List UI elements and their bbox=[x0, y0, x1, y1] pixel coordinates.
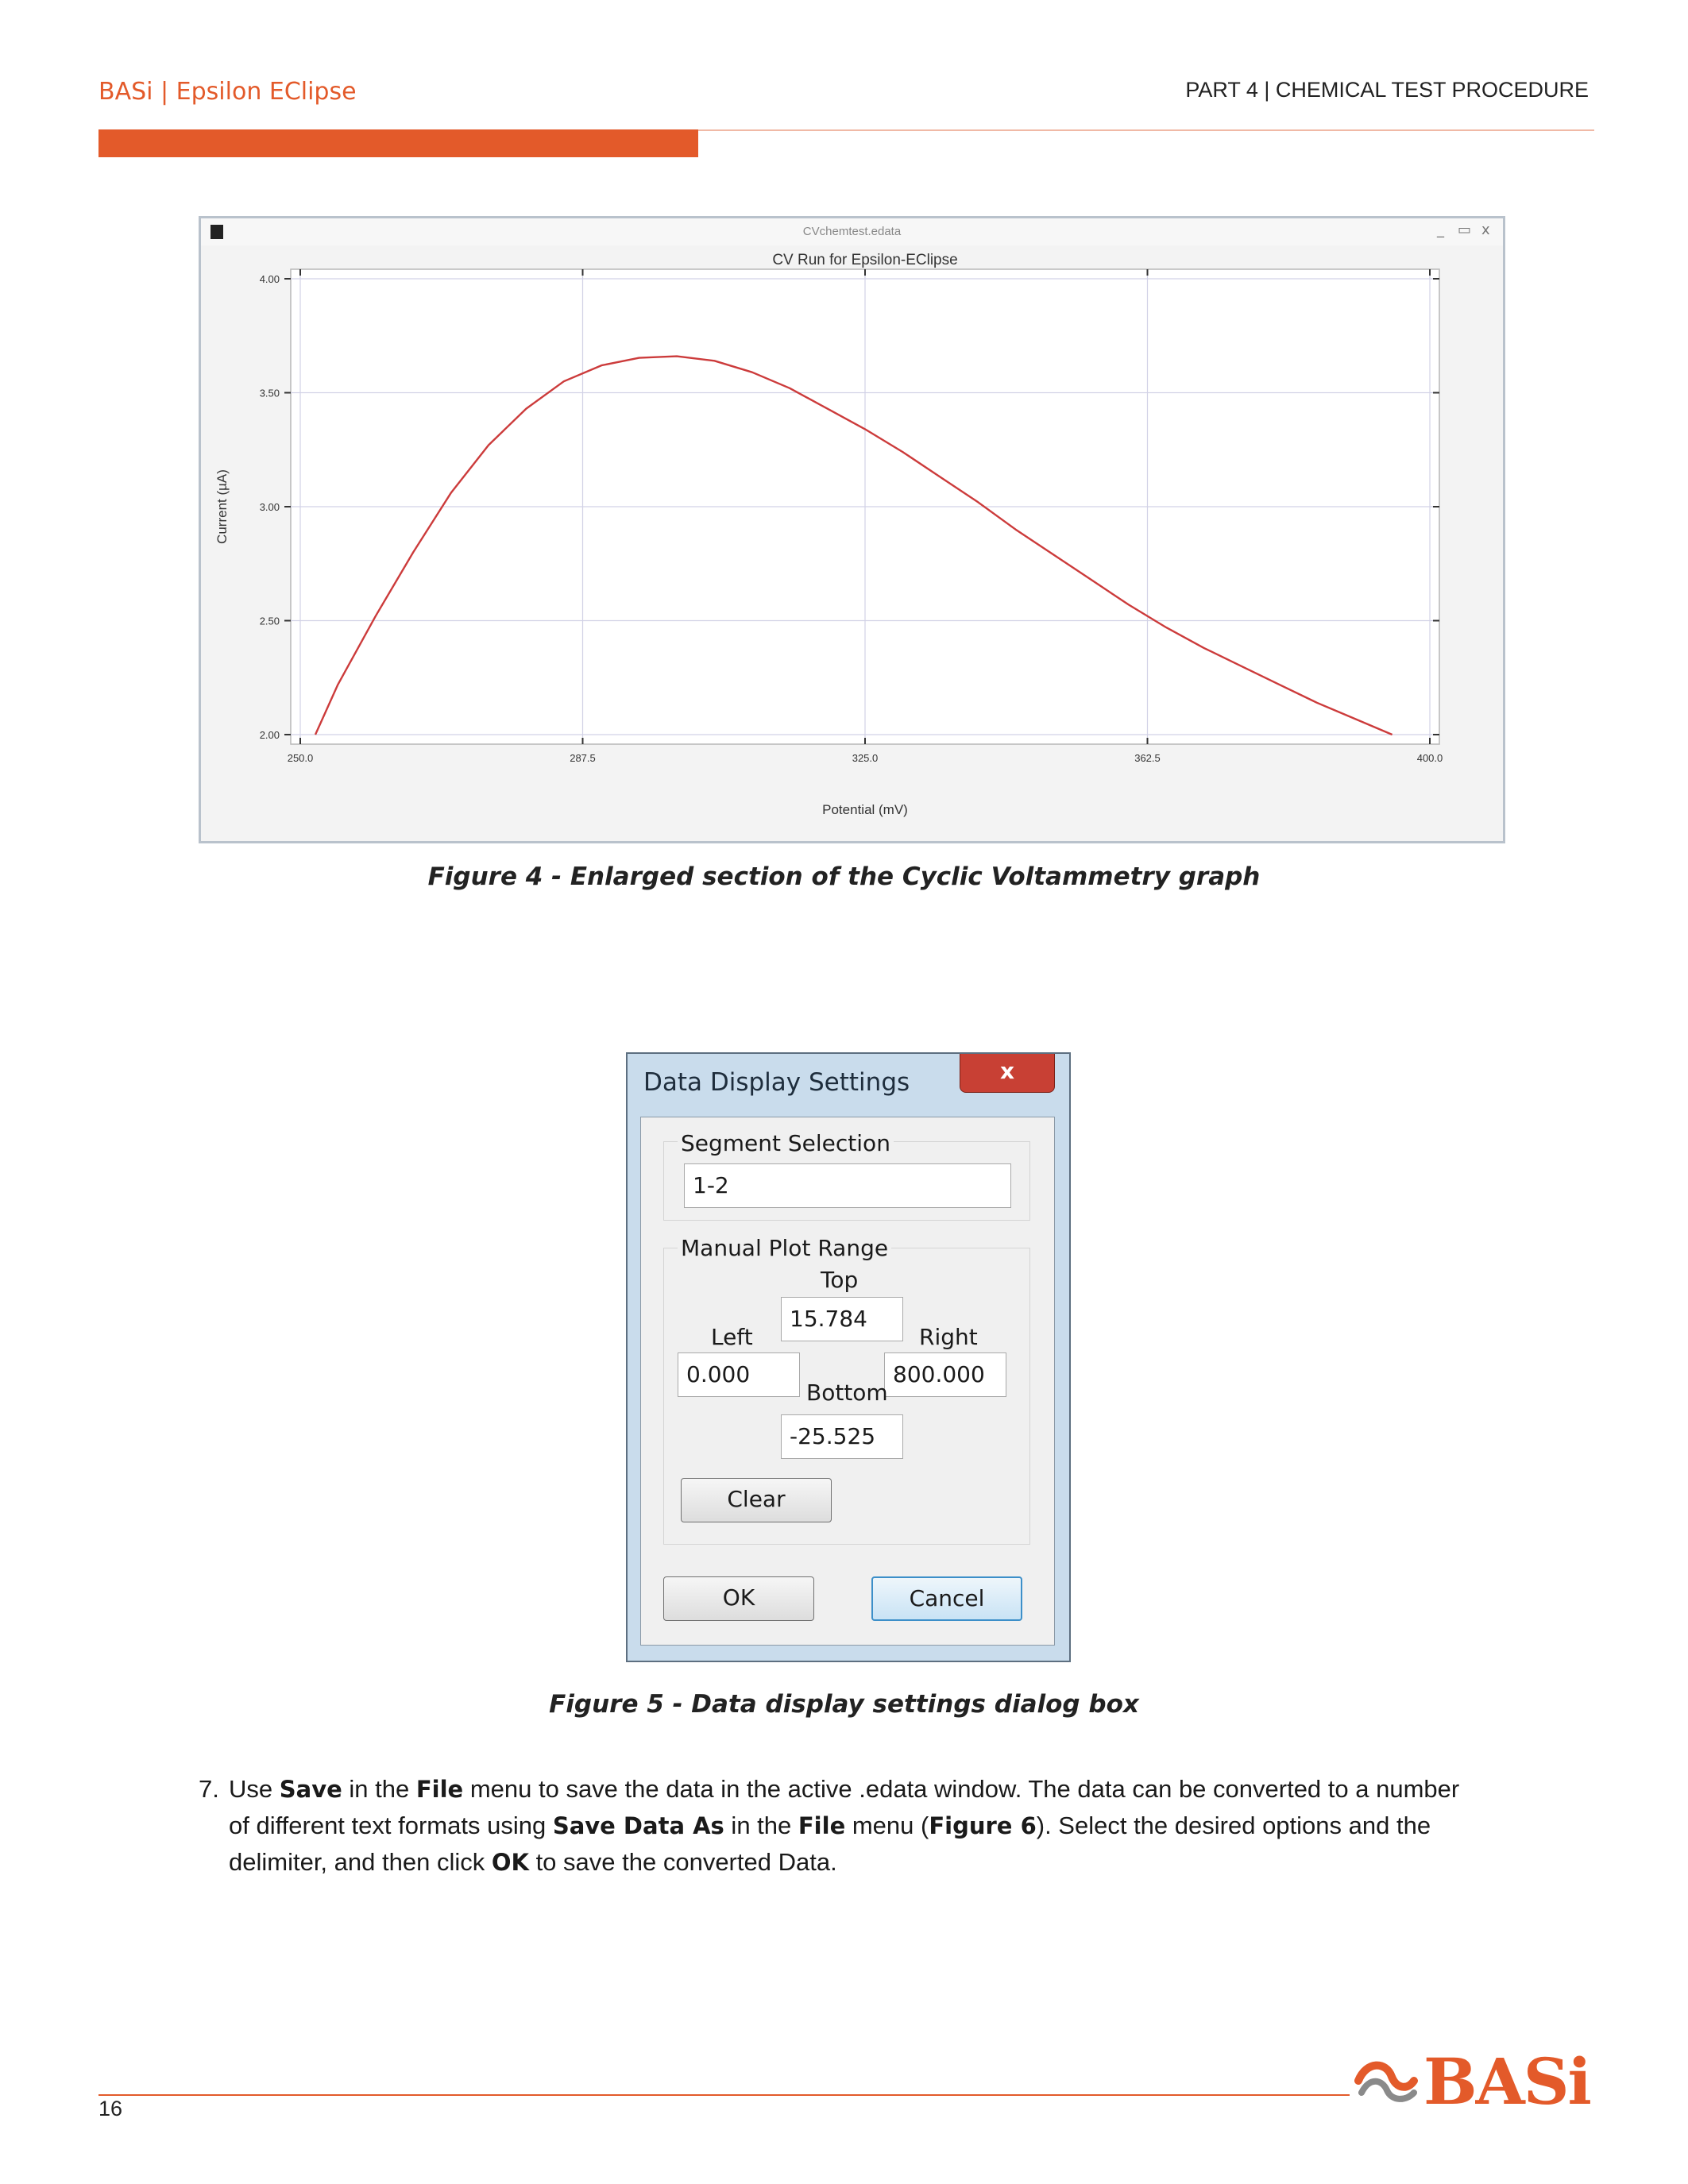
right-label: Right bbox=[919, 1324, 978, 1350]
ok-term: OK bbox=[491, 1849, 529, 1876]
y-tick-label: 3.50 bbox=[259, 387, 280, 399]
save-term: Save bbox=[279, 1776, 342, 1803]
cv-plot bbox=[201, 245, 1503, 841]
basi-logo-icon bbox=[1350, 2049, 1422, 2113]
y-tick-label: 4.00 bbox=[259, 273, 280, 285]
step-7-paragraph bbox=[199, 1771, 1501, 1881]
step-number: 7. bbox=[199, 1775, 219, 1803]
x-axis-label: Potential (mV) bbox=[822, 802, 908, 817]
cv-chart-window bbox=[199, 216, 1505, 843]
segment-selection-label: Segment Selection bbox=[678, 1130, 894, 1156]
save-data-as-term: Save Data As bbox=[552, 1812, 724, 1839]
file-term: File bbox=[415, 1776, 464, 1803]
dialog-close-button[interactable] bbox=[960, 1054, 1055, 1093]
y-axis-label: Current (µA) bbox=[214, 469, 230, 544]
data-display-settings-dialog bbox=[626, 1052, 1071, 1662]
bottom-input[interactable]: -25.525 bbox=[781, 1414, 903, 1459]
step-text: menu ( bbox=[845, 1812, 929, 1839]
cv-window-title: CVchemtest.edata bbox=[802, 225, 902, 238]
dialog-body bbox=[640, 1117, 1055, 1646]
clear-button[interactable]: Clear bbox=[681, 1478, 832, 1522]
step-text: of different text formats using bbox=[229, 1812, 553, 1839]
step-text: Use bbox=[229, 1775, 280, 1803]
maximize-icon[interactable]: ▭ bbox=[1458, 222, 1472, 238]
step-text: in the bbox=[342, 1775, 416, 1803]
figure-5-caption: Figure 5 - Data display settings dialog box bbox=[549, 1690, 1139, 1719]
header-title-right: PART 4 | CHEMICAL TEST PROCEDURE bbox=[1185, 78, 1589, 102]
dialog-title: Data Display Settings bbox=[643, 1068, 910, 1097]
y-tick-label: 2.00 bbox=[259, 729, 280, 741]
minimize-icon[interactable]: _ bbox=[1437, 222, 1444, 238]
top-label: Top bbox=[821, 1267, 859, 1293]
close-icon[interactable]: x bbox=[1481, 222, 1490, 238]
top-input[interactable]: 15.784 bbox=[781, 1297, 903, 1341]
ok-button[interactable]: OK bbox=[663, 1576, 814, 1621]
step-text: menu to save the data in the active .edata window. The data can be converted to a number bbox=[463, 1775, 1460, 1803]
figure-6-reference: Figure 6 bbox=[929, 1812, 1037, 1839]
step-text: to save the converted Data. bbox=[528, 1848, 837, 1876]
bottom-label: Bottom bbox=[806, 1379, 888, 1406]
chart-title: CV Run for Epsilon-EClipse bbox=[772, 252, 958, 268]
y-tick-label: 2.50 bbox=[259, 615, 280, 627]
page-number: 16 bbox=[98, 2097, 123, 2120]
header-accent-bar bbox=[98, 129, 698, 157]
x-tick-label: 250.0 bbox=[287, 752, 314, 764]
footer-rule bbox=[98, 2094, 1350, 2096]
cv-window-titlebar bbox=[201, 218, 1503, 245]
close-icon: x bbox=[999, 1058, 1015, 1084]
y-tick-label: 3.00 bbox=[259, 501, 280, 513]
x-tick-label: 287.5 bbox=[570, 752, 596, 764]
segment-selection-input[interactable]: 1-2 bbox=[684, 1163, 1011, 1208]
left-label: Left bbox=[711, 1324, 753, 1350]
cancel-button[interactable]: Cancel bbox=[871, 1576, 1022, 1621]
left-input[interactable]: 0.000 bbox=[678, 1352, 800, 1397]
header-title-left: BASi | Epsilon EClipse bbox=[98, 78, 357, 106]
file-term: File bbox=[798, 1812, 846, 1839]
x-tick-label: 325.0 bbox=[852, 752, 879, 764]
step-text: delimiter, and then click bbox=[229, 1848, 492, 1876]
right-input[interactable]: 800.000 bbox=[884, 1352, 1006, 1397]
step-text: in the bbox=[724, 1812, 798, 1839]
x-tick-label: 400.0 bbox=[1416, 752, 1443, 764]
x-tick-label: 362.5 bbox=[1134, 752, 1161, 764]
step-text: ). Select the desired options and the bbox=[1036, 1812, 1431, 1839]
manual-plot-range-label: Manual Plot Range bbox=[678, 1235, 891, 1261]
basi-logo-text: BASi bbox=[1423, 2044, 1590, 2119]
figure-4-caption: Figure 4 - Enlarged section of the Cyclic Voltammetry graph bbox=[427, 862, 1261, 891]
